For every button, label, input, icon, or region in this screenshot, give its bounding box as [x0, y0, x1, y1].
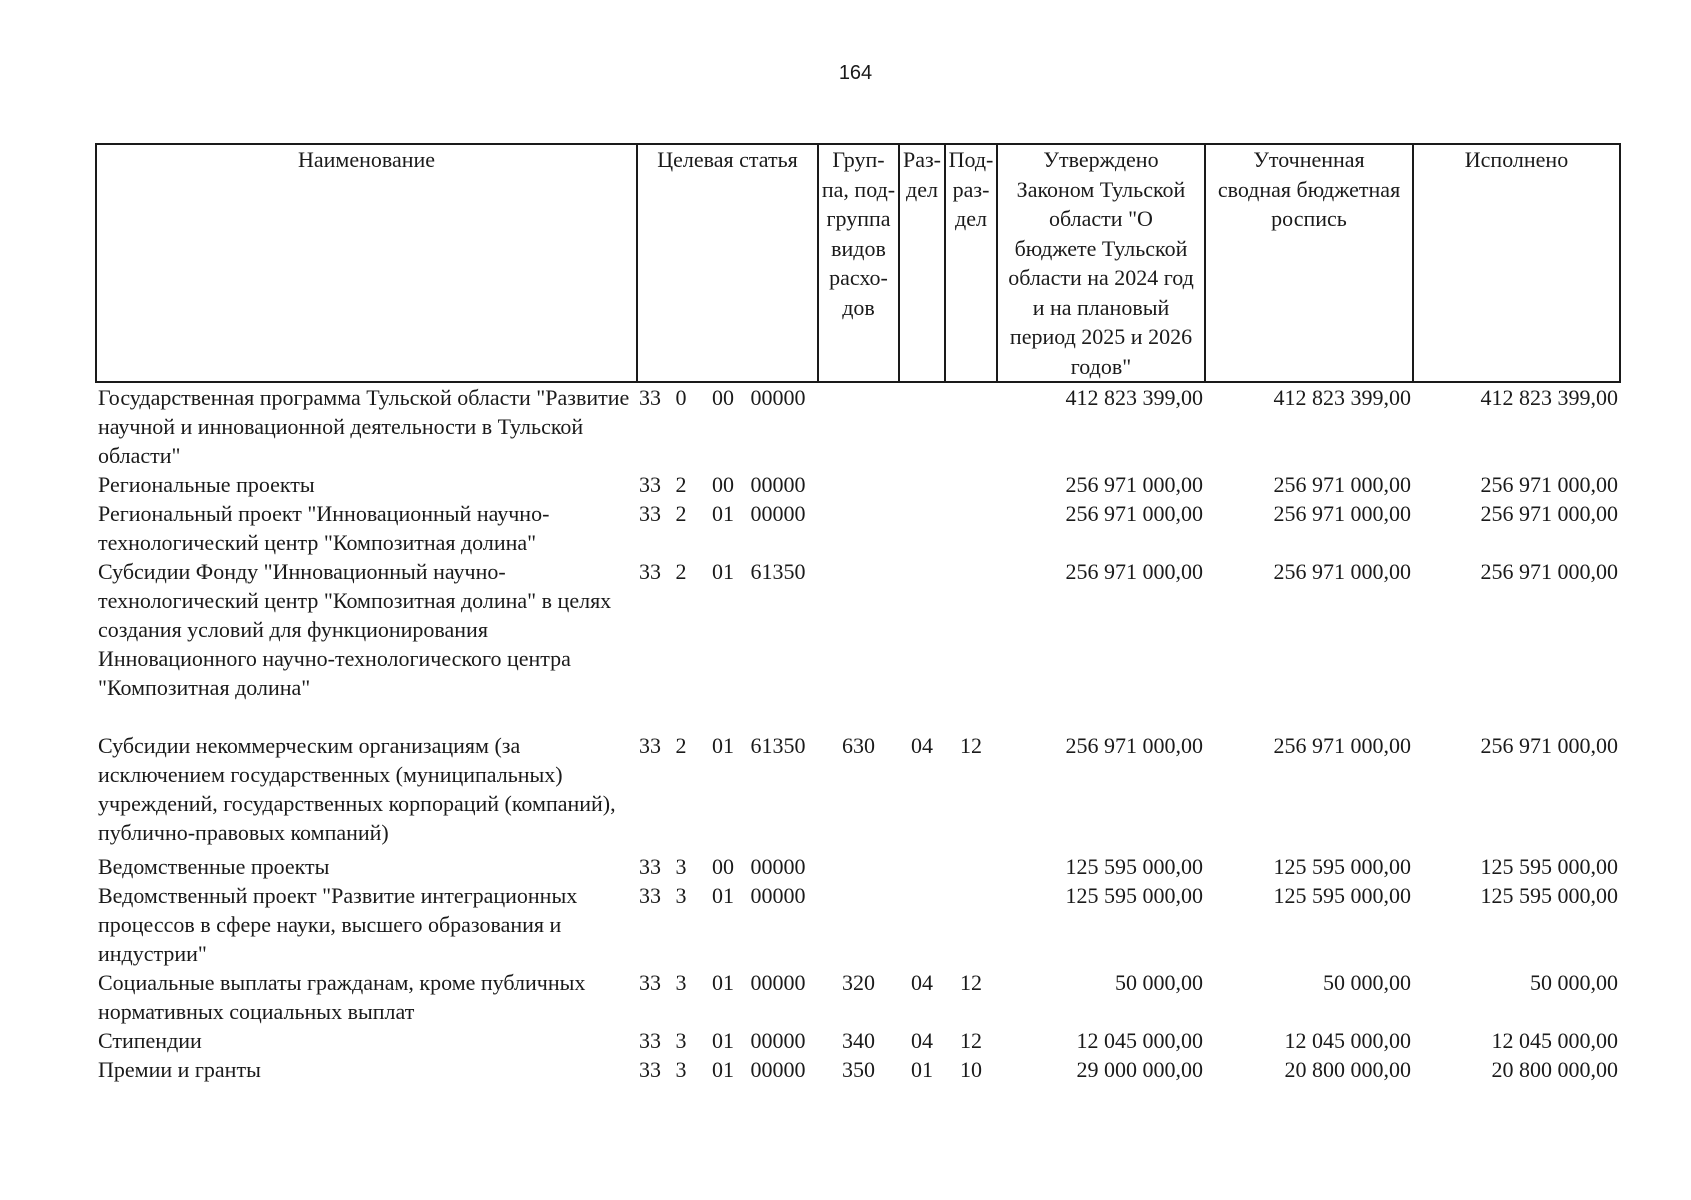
row-name: Социальные выплаты гражданам, кроме публичных нормативных социальных выплат: [98, 970, 586, 1024]
row-section: 04: [911, 1028, 933, 1053]
row-subsection: [945, 382, 997, 470]
row-name: Премии и гранты: [98, 1057, 261, 1082]
row-group: [818, 557, 899, 731]
table-row: [96, 881, 1620, 968]
row-approved: 50 000,00: [1115, 970, 1203, 995]
row-executed: 20 800 000,00: [1491, 1057, 1618, 1082]
row-subsection: 12: [960, 970, 982, 995]
row-executed: 256 971 000,00: [1480, 472, 1618, 497]
row-refined: 256 971 000,00: [1273, 559, 1411, 584]
row-target-code: 33 0 00 00000: [639, 385, 806, 410]
row-target-code: 33 3 01 00000: [639, 1028, 806, 1053]
table-row: [96, 382, 1620, 470]
row-name: Государственная программа Тульской области "Развитие научной и инновационной деятельности в Тульской области": [98, 385, 630, 468]
row-group: [818, 382, 899, 470]
row-group: 320: [842, 970, 875, 995]
header-expense-group: Груп- па, под- группа видов расхо- дов: [818, 144, 899, 382]
row-approved: 29 000 000,00: [1076, 1057, 1203, 1082]
header-name: Наименование: [96, 144, 637, 382]
table-row: [96, 852, 1620, 881]
table-row: [96, 1026, 1620, 1055]
row-section: 04: [911, 733, 933, 758]
header-section: Раз- дел: [899, 144, 945, 382]
row-group: 630: [842, 733, 875, 758]
row-section: [899, 499, 945, 557]
row-approved: 125 595 000,00: [1065, 883, 1203, 908]
row-name: Региональный проект "Инновационный научно-технологический центр "Композитная долина": [98, 501, 550, 555]
row-subsection: [945, 470, 997, 499]
row-executed: 12 045 000,00: [1491, 1028, 1618, 1053]
row-executed: 256 971 000,00: [1480, 559, 1618, 584]
row-section: 01: [911, 1057, 933, 1082]
row-name: Ведомственные проекты: [98, 854, 330, 879]
row-refined: 125 595 000,00: [1273, 883, 1411, 908]
table-row: [96, 557, 1620, 731]
row-refined: 50 000,00: [1323, 970, 1411, 995]
header-target-article: Целевая статья: [637, 144, 818, 382]
row-refined: 12 045 000,00: [1284, 1028, 1411, 1053]
row-target-code: 33 3 01 00000: [639, 883, 806, 908]
row-section: [899, 881, 945, 968]
row-subsection: [945, 852, 997, 881]
row-group: [818, 470, 899, 499]
row-name: Стипендии: [98, 1028, 202, 1053]
row-name: Региональные проекты: [98, 472, 315, 497]
table-row: [96, 499, 1620, 557]
row-group: 350: [842, 1057, 875, 1082]
row-subsection: [945, 499, 997, 557]
page-number: 164: [838, 62, 873, 84]
table-row: [96, 470, 1620, 499]
row-target-code: 33 2 01 61350: [639, 733, 806, 758]
row-target-code: 33 3 00 00000: [639, 854, 806, 879]
row-executed: 50 000,00: [1530, 970, 1618, 995]
row-group: [818, 881, 899, 968]
row-refined: 256 971 000,00: [1273, 501, 1411, 526]
row-executed: 125 595 000,00: [1480, 854, 1618, 879]
row-section: [899, 557, 945, 731]
row-subsection: [945, 881, 997, 968]
row-refined: 125 595 000,00: [1273, 854, 1411, 879]
budget-table: [95, 143, 1621, 1084]
header-refined: Уточненная сводная бюджетная роспись: [1205, 144, 1413, 382]
row-executed: 256 971 000,00: [1480, 501, 1618, 526]
row-target-code: 33 2 01 61350: [639, 559, 806, 584]
row-subsection: 12: [960, 733, 982, 758]
row-approved: 256 971 000,00: [1065, 733, 1203, 758]
row-refined: 256 971 000,00: [1273, 472, 1411, 497]
row-target-code: 33 2 00 00000: [639, 472, 806, 497]
table-header-row: [96, 144, 1620, 382]
row-subsection: [945, 557, 997, 731]
row-section: 04: [911, 970, 933, 995]
row-approved: 256 971 000,00: [1065, 501, 1203, 526]
row-target-code: 33 3 01 00000: [639, 1057, 806, 1082]
row-approved: 12 045 000,00: [1076, 1028, 1203, 1053]
row-group: [818, 499, 899, 557]
header-approved: Утверждено Законом Тульской области "О бюджете Тульской области на 2024 год и на плановый период 2025 и 2026 годов": [997, 144, 1205, 382]
row-executed: 412 823 399,00: [1480, 385, 1618, 410]
row-name: Субсидии Фонду "Инновационный научно-технологический центр "Композитная долина" в целях создания условий для функционирования Инновационного научно-технологического центра "Композитная долина": [98, 559, 612, 700]
header-subsection: Под- раз- дел: [945, 144, 997, 382]
row-refined: 412 823 399,00: [1273, 385, 1411, 410]
table-row: [96, 968, 1620, 1026]
row-approved: 256 971 000,00: [1065, 559, 1203, 584]
row-executed: 256 971 000,00: [1480, 733, 1618, 758]
row-target-code: 33 2 01 00000: [639, 501, 806, 526]
row-section: [899, 470, 945, 499]
row-refined: 20 800 000,00: [1284, 1057, 1411, 1082]
table-row: [96, 731, 1620, 852]
row-section: [899, 382, 945, 470]
row-subsection: 12: [960, 1028, 982, 1053]
row-group: 340: [842, 1028, 875, 1053]
header-executed: Исполнено: [1413, 144, 1620, 382]
row-name: Субсидии некоммерческим организациям (за исключением государственных (муниципальных) учреждений, государственных корпораций (компаний), публично-правовых компаний): [98, 733, 616, 845]
row-refined: 256 971 000,00: [1273, 733, 1411, 758]
row-name: Ведомственный проект "Развитие интеграционных процессов в сфере науки, высшего образования и индустрии": [98, 883, 578, 966]
row-approved: 125 595 000,00: [1065, 854, 1203, 879]
table-row: [96, 1055, 1620, 1084]
row-target-code: 33 3 01 00000: [639, 970, 806, 995]
row-approved: 412 823 399,00: [1065, 385, 1203, 410]
row-executed: 125 595 000,00: [1480, 883, 1618, 908]
row-approved: 256 971 000,00: [1065, 472, 1203, 497]
row-subsection: 10: [960, 1057, 982, 1082]
row-group: [818, 852, 899, 881]
row-section: [899, 852, 945, 881]
